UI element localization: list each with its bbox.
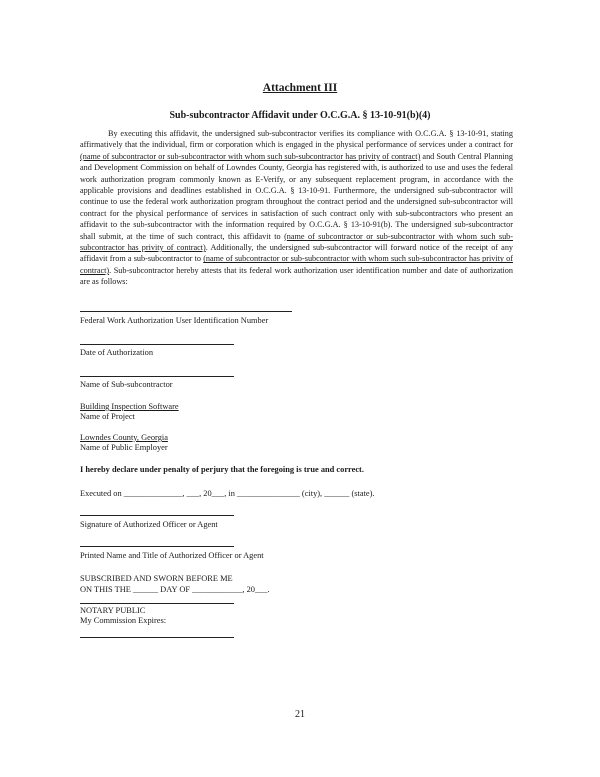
date-label: Date of Authorization <box>80 348 154 357</box>
sworn-line-1: SUBSCRIBED AND SWORN BEFORE ME <box>80 574 233 583</box>
signature-line <box>80 515 234 516</box>
project-value: Building Inspection Software <box>80 402 179 411</box>
employer-label: Name of Public Employer <box>80 443 168 452</box>
declaration-text: I hereby declare under penalty of perjury that the foregoing is true and correct. <box>80 465 364 474</box>
page-subtitle: Sub-subcontractor Affidavit under O.C.G.A. § 13-10-91(b)(4) <box>169 110 431 121</box>
page-number: 21 <box>295 709 305 720</box>
body-text-1: By executing this affidavit, the undersigned sub-subcontractor verifies its compliance with O.C.G.A. § 13-10-91, stating affirmatively that the individual, firm or corporation which is engaged in the physical performance of services under a contract for <box>80 129 513 150</box>
sworn-line-2: ON THIS THE ______ DAY OF ____________, 20___. <box>80 585 270 594</box>
signature-label: Signature of Authorized Officer or Agent <box>80 520 218 529</box>
page-title: Attachment III <box>262 82 338 94</box>
date-signature-line <box>80 344 234 345</box>
body-text-2: and South Central Planning and Development Commission on behalf of Lowndes County, Georgia has registered with, is authorized to use and uses the federal work authorization program commonly known as E-Verify, or any subsequent replacement program, in accordance with the applicable provisions and deadlines established in O.C.G.A. § 13-10-91. Furthermore, the undersigned sub-subcontractor will continue to use the federal work authorization program throughout the contract period and the undersigned sub-subcontractor will contract for the physical performance of services in satisfaction of such contract only with sub-subcontractors who present an affidavit to the sub-subcontractor with the information required by O.C.G.A. § 13-10-91(b). The undersigned sub-subcontractor shall submit, at the time of such contract, this affidavit to <box>80 151 513 241</box>
name-label: Name of Sub-subcontractor <box>80 380 173 389</box>
notary-label: NOTARY PUBLIC <box>80 606 146 615</box>
affidavit-body <box>80 128 513 288</box>
commission-label: My Commission Expires: <box>80 616 167 625</box>
body-underlined-2: (name of subcontractor or sub-subcontractor with whom such sub-subcontractor has privity of contract) <box>80 231 514 253</box>
notary-signature-line <box>80 603 234 604</box>
printed-name-label: Printed Name and Title of Authorized Officer or Agent <box>80 551 264 560</box>
body-underlined-1: (name of subcontractor or sub-subcontractor with whom such sub-subcontractor has privity of contract) <box>80 151 421 161</box>
executed-line: Executed on ______________, ___, 20___, in _______________ (city), ______ (state). <box>80 489 375 498</box>
body-text-4: . Sub-subcontractor hereby attests that its federal work authorization user identification number and date of authorization are as follows: <box>80 265 513 287</box>
project-label: Name of Project <box>80 412 135 421</box>
name-signature-line <box>80 376 234 377</box>
euid-signature-line <box>80 311 292 312</box>
body-underlined-3: (name of subcontractor or sub-subcontractor with whom such sub-subcontractor has privity of contract) <box>80 254 513 275</box>
employer-value: Lowndes County, Georgia <box>80 433 168 442</box>
body-text-3: . Additionally, the undersigned sub-subcontractor will forward notice of the receipt of any affidavit from a sub-subcontractor to <box>80 243 514 264</box>
euid-label: Federal Work Authorization User Identification Number <box>80 316 269 325</box>
commission-line <box>80 637 234 638</box>
printed-name-line <box>80 546 234 547</box>
